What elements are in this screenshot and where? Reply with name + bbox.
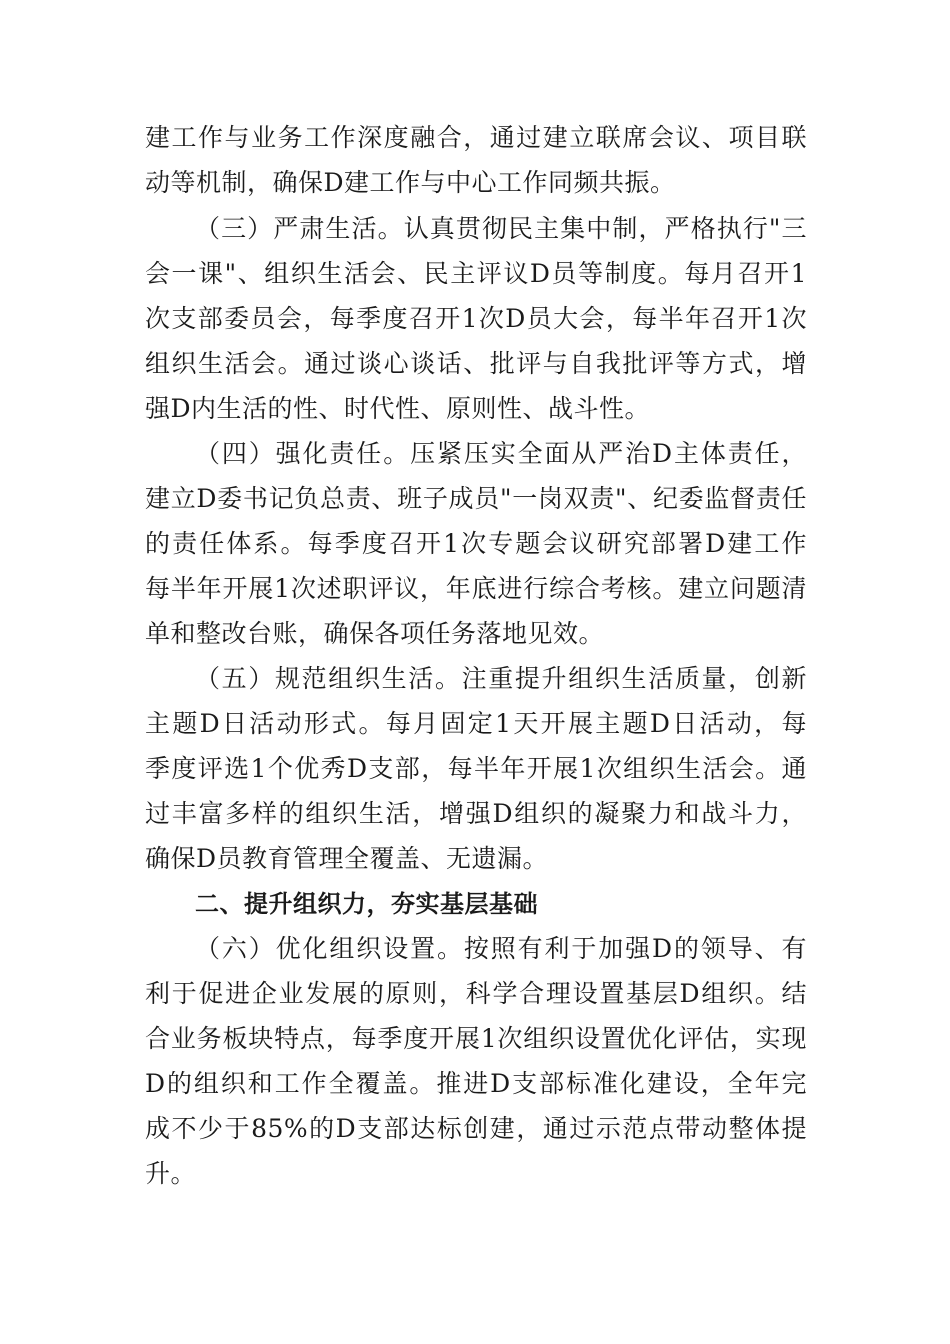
body-text-line: 每半年开展1次述职评议，年底进行综合考核。建立问题清 xyxy=(145,574,807,603)
body-text-line: 成不少于85%的D支部达标创建，通过示范点带动整体提 xyxy=(145,1114,807,1143)
body-text-line: 主题D日活动形式。每月固定1天开展主题D日活动，每 xyxy=(145,709,807,738)
paragraph-start-line: （四）强化责任。压紧压实全面从严治D主体责任， xyxy=(195,439,807,468)
paragraph-start-line: （五）规范组织生活。注重提升组织生活质量，创新 xyxy=(195,664,807,693)
body-text-line: 合业务板块特点，每季度开展1次组织设置优化评估，实现 xyxy=(145,1024,807,1053)
body-text-line: 确保D员教育管理全覆盖、无遗漏。 xyxy=(145,844,549,873)
body-text-line: 升。 xyxy=(145,1159,197,1188)
body-text-line: 组织生活会。通过谈心谈话、批评与自我批评等方式，增 xyxy=(145,349,807,378)
body-text-line: 会一课"、组织生活会、民主评议D员等制度。每月召开1 xyxy=(145,259,807,288)
body-text-line: 强D内生活的性、时代性、原则性、战斗性。 xyxy=(145,394,651,423)
body-text-line: 动等机制，确保D建工作与中心工作同频共振。 xyxy=(145,168,676,197)
body-text-line: 建工作与业务工作深度融合，通过建立联席会议、项目联 xyxy=(145,123,807,152)
body-text-line: 过丰富多样的组织生活，增强D组织的凝聚力和战斗力， xyxy=(145,799,807,828)
section-heading: 二、提升组织力，夯实基层基础 xyxy=(195,890,538,918)
paragraph-start-line: （六）优化组织设置。按照有利于加强D的领导、有 xyxy=(195,934,807,963)
body-text-line: 季度评选1个优秀D支部，每半年开展1次组织生活会。通 xyxy=(145,754,807,783)
body-text-line: 利于促进企业发展的原则，科学合理设置基层D组织。结 xyxy=(145,979,807,1008)
paragraph-start-line: （三）严肃生活。认真贯彻民主集中制，严格执行"三 xyxy=(195,214,807,243)
body-text-line: 次支部委员会，每季度召开1次D员大会，每半年召开1次 xyxy=(145,304,807,333)
body-text-line: 单和整改台账，确保各项任务落地见效。 xyxy=(145,619,605,648)
body-text-line: 的责任体系。每季度召开1次专题会议研究部署D建工作 xyxy=(145,529,807,558)
body-text-line: 建立D委书记负总责、班子成员"一岗双责"、纪委监督责任 xyxy=(145,484,807,513)
body-text-line: D的组织和工作全覆盖。推进D支部标准化建设，全年完 xyxy=(145,1069,807,1098)
